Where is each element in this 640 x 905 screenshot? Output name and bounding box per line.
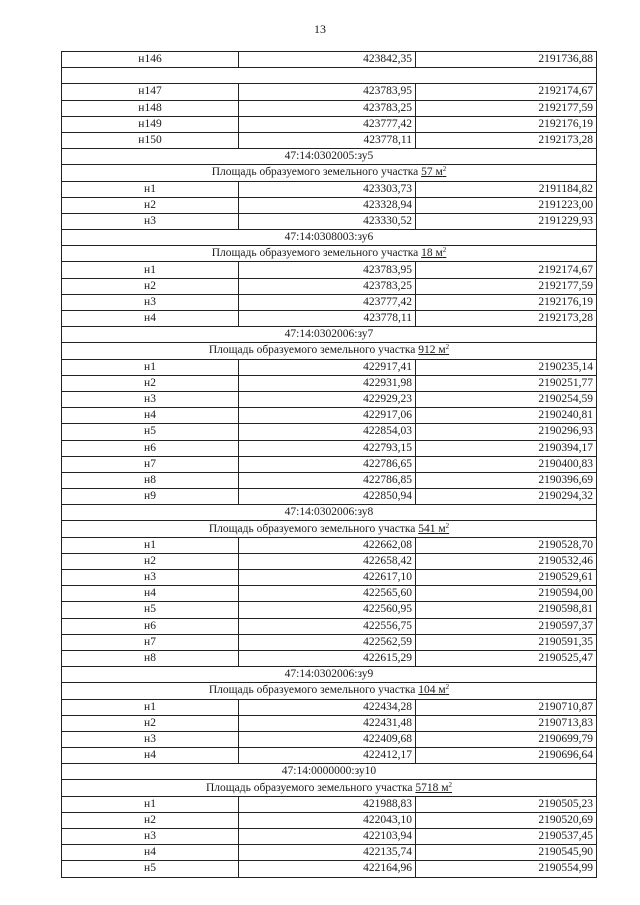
point-name-cell: н1	[62, 699, 239, 715]
point-name-cell: н9	[62, 489, 239, 505]
y-coordinate-cell: 2190713,83	[416, 715, 597, 731]
table-row	[62, 861, 597, 877]
x-coordinate-cell: 422793,15	[239, 440, 416, 456]
x-coordinate-cell: 422917,41	[239, 359, 416, 375]
point-name-cell: н3	[62, 294, 239, 310]
x-coordinate-cell: 422409,68	[239, 731, 416, 747]
point-name-cell: н2	[62, 553, 239, 569]
table-row	[62, 650, 597, 666]
point-name-cell: н1	[62, 796, 239, 812]
point-name-cell: н7	[62, 456, 239, 472]
area-cell	[62, 343, 597, 359]
point-name-cell: н1	[62, 262, 239, 278]
y-coordinate-cell: 2192176,19	[416, 116, 597, 132]
point-name-cell: н5	[62, 861, 239, 877]
x-coordinate-cell: 423842,35	[239, 52, 416, 68]
cadastral-number: 47:14:0302006:зу8	[62, 505, 597, 521]
blank-cell	[62, 68, 597, 84]
area-row	[62, 780, 597, 796]
cadastral-number-row	[62, 505, 597, 521]
point-name-cell: н1	[62, 359, 239, 375]
area-unit-power: 2	[445, 343, 450, 352]
table-row	[62, 731, 597, 747]
cadastral-number-row	[62, 149, 597, 165]
x-coordinate-cell: 423778,11	[239, 132, 416, 148]
x-coordinate-cell: 422562,59	[239, 634, 416, 650]
area-number: 912	[418, 344, 436, 357]
y-coordinate-cell: 2190528,70	[416, 537, 597, 553]
table-row	[62, 715, 597, 731]
y-coordinate-cell: 2190251,77	[416, 375, 597, 391]
table-row	[62, 570, 597, 586]
area-row	[62, 521, 597, 537]
x-coordinate-cell: 423783,25	[239, 100, 416, 116]
area-label: Площадь образуемого земельного участка	[208, 344, 416, 357]
table-row	[62, 391, 597, 407]
area-unit: м	[435, 247, 443, 260]
table-row	[62, 359, 597, 375]
table-row	[62, 116, 597, 132]
y-coordinate-cell: 2190396,69	[416, 472, 597, 488]
x-coordinate-cell: 422850,94	[239, 489, 416, 505]
x-coordinate-cell: 422917,06	[239, 408, 416, 424]
x-coordinate-cell: 422103,94	[239, 829, 416, 845]
point-name-cell: н6	[62, 440, 239, 456]
point-name-cell: н2	[62, 375, 239, 391]
y-coordinate-cell: 2190537,45	[416, 829, 597, 845]
area-cell	[62, 683, 597, 699]
point-name-cell: н4	[62, 586, 239, 602]
x-coordinate-cell: 423777,42	[239, 116, 416, 132]
area-row	[62, 683, 597, 699]
y-coordinate-cell: 2190296,93	[416, 424, 597, 440]
x-coordinate-cell: 422617,10	[239, 570, 416, 586]
x-coordinate-cell: 422164,96	[239, 861, 416, 877]
cadastral-number-row	[62, 764, 597, 780]
area-cell	[62, 521, 597, 537]
table-row	[62, 132, 597, 148]
point-name-cell: н5	[62, 424, 239, 440]
y-coordinate-cell: 2190597,37	[416, 618, 597, 634]
x-coordinate-cell: 422565,60	[239, 586, 416, 602]
area-number: 104	[418, 684, 436, 697]
y-coordinate-cell: 2190591,35	[416, 634, 597, 650]
coordinates-table	[61, 51, 597, 878]
area-label: Площадь образуемого земельного участка	[208, 522, 416, 535]
point-name-cell: н4	[62, 748, 239, 764]
area-value	[418, 684, 449, 696]
point-name-cell: н3	[62, 731, 239, 747]
x-coordinate-cell: 422931,98	[239, 375, 416, 391]
x-coordinate-cell: 422786,85	[239, 472, 416, 488]
point-name-cell: н2	[62, 812, 239, 828]
table-row	[62, 84, 597, 100]
x-coordinate-cell: 422135,74	[239, 845, 416, 861]
page-number: 13	[314, 22, 326, 36]
area-unit: м	[438, 344, 446, 357]
area-unit-power: 2	[442, 165, 447, 174]
area-cell	[62, 246, 597, 262]
x-coordinate-cell: 421988,83	[239, 796, 416, 812]
x-coordinate-cell: 423783,95	[239, 84, 416, 100]
table-row	[62, 440, 597, 456]
cadastral-number: 47:14:0308003:зу6	[62, 230, 597, 246]
blank-row	[62, 68, 597, 84]
y-coordinate-cell: 2190594,00	[416, 586, 597, 602]
table-row	[62, 748, 597, 764]
table-row	[62, 100, 597, 116]
x-coordinate-cell: 422854,03	[239, 424, 416, 440]
point-name-cell: н8	[62, 472, 239, 488]
y-coordinate-cell: 2191184,82	[416, 181, 597, 197]
y-coordinate-cell: 2190554,99	[416, 861, 597, 877]
table-row	[62, 311, 597, 327]
y-coordinate-cell: 2191229,93	[416, 213, 597, 229]
y-coordinate-cell: 2190525,47	[416, 650, 597, 666]
x-coordinate-cell: 422431,48	[239, 715, 416, 731]
table-row	[62, 553, 597, 569]
area-cell	[62, 165, 597, 181]
table-row	[62, 278, 597, 294]
area-number: 541	[418, 522, 436, 535]
point-name-cell: н150	[62, 132, 239, 148]
x-coordinate-cell: 422412,17	[239, 748, 416, 764]
y-coordinate-cell: 2192173,28	[416, 132, 597, 148]
area-row	[62, 165, 597, 181]
y-coordinate-cell: 2190394,17	[416, 440, 597, 456]
cadastral-number-row	[62, 667, 597, 683]
y-coordinate-cell: 2192174,67	[416, 84, 597, 100]
y-coordinate-cell: 2192177,59	[416, 100, 597, 116]
area-label: Площадь образуемого земельного участка	[211, 247, 419, 260]
y-coordinate-cell: 2190235,14	[416, 359, 597, 375]
table-row	[62, 489, 597, 505]
table-row	[62, 812, 597, 828]
cadastral-number: 47:14:0302005:зу5	[62, 149, 597, 165]
area-unit-power: 2	[442, 246, 447, 255]
point-name-cell: н4	[62, 845, 239, 861]
y-coordinate-cell: 2190598,81	[416, 602, 597, 618]
y-coordinate-cell: 2192177,59	[416, 278, 597, 294]
x-coordinate-cell: 423783,25	[239, 278, 416, 294]
point-name-cell: н5	[62, 602, 239, 618]
table-row	[62, 472, 597, 488]
table-row	[62, 537, 597, 553]
y-coordinate-cell: 2190699,79	[416, 731, 597, 747]
point-name-cell: н4	[62, 408, 239, 424]
area-label: Площадь образуемого земельного участка	[205, 781, 413, 794]
area-number: 57	[421, 166, 433, 179]
y-coordinate-cell: 2190400,83	[416, 456, 597, 472]
cadastral-number: 47:14:0302006:зу9	[62, 667, 597, 683]
point-name-cell: н149	[62, 116, 239, 132]
area-value	[421, 166, 446, 178]
y-coordinate-cell: 2191223,00	[416, 197, 597, 213]
x-coordinate-cell: 422560,95	[239, 602, 416, 618]
y-coordinate-cell: 2192174,67	[416, 262, 597, 278]
area-unit-power: 2	[445, 683, 450, 692]
y-coordinate-cell: 2190520,69	[416, 812, 597, 828]
table-row	[62, 52, 597, 68]
x-coordinate-cell: 422929,23	[239, 391, 416, 407]
point-name-cell: н7	[62, 634, 239, 650]
table-row	[62, 602, 597, 618]
point-name-cell: н4	[62, 311, 239, 327]
table-row	[62, 424, 597, 440]
table-row	[62, 586, 597, 602]
table-row	[62, 181, 597, 197]
y-coordinate-cell: 2190710,87	[416, 699, 597, 715]
y-coordinate-cell: 2190294,32	[416, 489, 597, 505]
x-coordinate-cell: 423778,11	[239, 311, 416, 327]
point-name-cell: н2	[62, 197, 239, 213]
x-coordinate-cell: 423328,94	[239, 197, 416, 213]
area-number: 18	[421, 247, 433, 260]
y-coordinate-cell: 2190529,61	[416, 570, 597, 586]
area-value	[418, 344, 449, 356]
coordinates-table-body	[62, 52, 597, 878]
table-row	[62, 375, 597, 391]
table-row	[62, 456, 597, 472]
x-coordinate-cell: 423330,52	[239, 213, 416, 229]
area-unit-power: 2	[448, 780, 453, 789]
x-coordinate-cell: 422658,42	[239, 553, 416, 569]
point-name-cell: н3	[62, 391, 239, 407]
point-name-cell: н2	[62, 715, 239, 731]
y-coordinate-cell: 2190545,90	[416, 845, 597, 861]
table-row	[62, 294, 597, 310]
x-coordinate-cell: 422615,29	[239, 650, 416, 666]
y-coordinate-cell: 2190254,59	[416, 391, 597, 407]
y-coordinate-cell: 2190696,64	[416, 748, 597, 764]
table-row	[62, 796, 597, 812]
table-row	[62, 845, 597, 861]
area-label: Площадь образуемого земельного участка	[211, 166, 419, 179]
x-coordinate-cell: 422556,75	[239, 618, 416, 634]
area-unit: м	[435, 166, 443, 179]
table-row	[62, 197, 597, 213]
area-value	[418, 523, 449, 535]
x-coordinate-cell: 422786,65	[239, 456, 416, 472]
x-coordinate-cell: 423303,73	[239, 181, 416, 197]
point-name-cell: н6	[62, 618, 239, 634]
y-coordinate-cell: 2192176,19	[416, 294, 597, 310]
point-name-cell: н8	[62, 650, 239, 666]
point-name-cell: н1	[62, 181, 239, 197]
area-unit-power: 2	[445, 521, 450, 530]
x-coordinate-cell: 423777,42	[239, 294, 416, 310]
area-cell	[62, 780, 597, 796]
x-coordinate-cell: 422662,08	[239, 537, 416, 553]
point-name-cell: н148	[62, 100, 239, 116]
cadastral-number: 47:14:0000000:зу10	[62, 764, 597, 780]
point-name-cell: н1	[62, 537, 239, 553]
cadastral-number-row	[62, 327, 597, 343]
area-value	[415, 782, 452, 794]
area-number: 5718	[415, 781, 439, 794]
cadastral-number: 47:14:0302006:зу7	[62, 327, 597, 343]
y-coordinate-cell: 2190240,81	[416, 408, 597, 424]
table-row	[62, 829, 597, 845]
area-row	[62, 343, 597, 359]
area-unit: м	[438, 522, 446, 535]
x-coordinate-cell: 422434,28	[239, 699, 416, 715]
area-label: Площадь образуемого земельного участка	[208, 684, 416, 697]
area-unit: м	[441, 781, 449, 794]
x-coordinate-cell: 422043,10	[239, 812, 416, 828]
table-row	[62, 262, 597, 278]
table-row	[62, 699, 597, 715]
point-name-cell: н2	[62, 278, 239, 294]
cadastral-number-row	[62, 230, 597, 246]
point-name-cell: н147	[62, 84, 239, 100]
y-coordinate-cell: 2190532,46	[416, 553, 597, 569]
point-name-cell: н146	[62, 52, 239, 68]
area-row	[62, 246, 597, 262]
y-coordinate-cell: 2191736,88	[416, 52, 597, 68]
y-coordinate-cell: 2190505,23	[416, 796, 597, 812]
point-name-cell: н3	[62, 829, 239, 845]
table-row	[62, 213, 597, 229]
point-name-cell: н3	[62, 570, 239, 586]
area-unit: м	[438, 684, 446, 697]
table-row	[62, 634, 597, 650]
y-coordinate-cell: 2192173,28	[416, 311, 597, 327]
point-name-cell: н3	[62, 213, 239, 229]
x-coordinate-cell: 423783,95	[239, 262, 416, 278]
table-row	[62, 408, 597, 424]
table-row	[62, 618, 597, 634]
area-value	[421, 247, 446, 259]
